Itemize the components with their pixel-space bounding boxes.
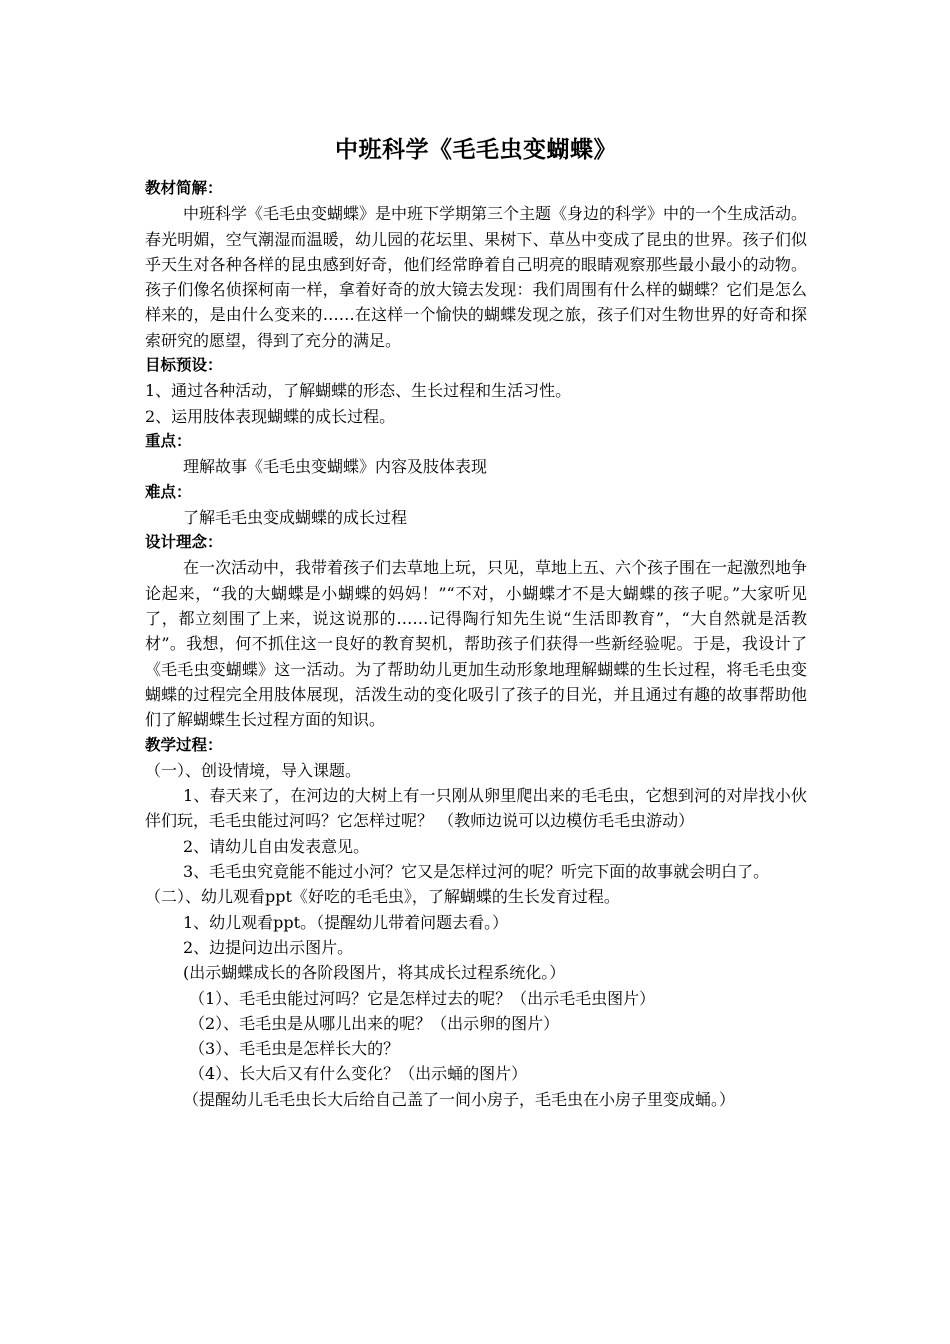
document-title: 中班科学《毛毛虫变蝴蝶》 (335, 137, 617, 163)
section-heading-key-point: 重点： (145, 431, 192, 450)
key-point-text: 理解故事《毛毛虫变蝴蝶》内容及肢体表现 (183, 457, 488, 477)
paragraph-design-concept: 在一次活动中，我带着孩子们去草地上玩，只见，草地上五、六个孩子围在一起激烈地争论起来，“我的大蝴蝶是小蝴蝶的妈妈！”“不对，小蝴蝶才不是大蝴蝶的孩子呢。”大家听见了，都立刻围了上来，说这说那的……记得陶行知先生说“生活即教育”，“大自然就是活教材”。我想，何不抓住这一良好的教育契机，帮助孩子们获得一些新经验呢。于是，我设计了《毛毛虫变蝴蝶》这一活动。为了帮助幼儿更加生动形象地理解蝴蝶的生长过程，将毛毛虫变蝴蝶的过程完全用肢体展现，活泼生动的变化吸引了孩子的目光，并且通过有趣的故事帮助他们了解蝴蝶生长过程方面的知识。 (145, 558, 808, 730)
section-heading-materials: 教材简解： (145, 179, 223, 197)
section-heading-goals: 目标预设： (145, 356, 223, 375)
step-2-question-4: （4）、长大后又有什么变化？（出示蛹的图片） (189, 1064, 528, 1084)
goal-item-1: 1、通过各种活动，了解蝴蝶的形态、生长过程和生活习性。 (145, 381, 572, 401)
step-1-item-2: 2、请幼儿自由发表意见。 (183, 836, 370, 856)
difficulty-text: 了解毛毛虫变成蝴蝶的成长过程 (183, 507, 408, 527)
document-body (145, 176, 807, 1112)
step-2-reminder: （提醒幼儿毛毛虫长大后给自己盖了一间小房子，毛毛虫在小房子里变成蛹。） (183, 1089, 736, 1109)
step-2-note: (出示蝴蝶成长的各阶段图片，将其成长过程系统化。） (183, 963, 566, 983)
step-1-item-1: 1、春天来了，在河边的大树上有一只刚从卵里爬出来的毛毛虫，它想到河的对岸找小伙伴们玩，毛毛虫能过河吗？它怎样过呢？ （教师边说可以边模仿毛毛虫游动） (145, 786, 807, 831)
section-heading-difficulty: 难点： (145, 482, 192, 501)
step-1-item-3: 3、毛毛虫究竟能不能过小河？它又是怎样过河的呢？听完下面的故事就会明白了。 (183, 862, 770, 882)
paragraph-materials: 中班科学《毛毛虫变蝴蝶》是中班下学期第三个主题《身边的科学》中的一个生成活动。春光明媚，空气潮湿而温暖，幼儿园的花坛里、果树下、草丛中变成了昆虫的世界。孩子们似乎天生对各种各样的昆虫感到好奇，他们经常睁着自己明亮的眼睛观察那些最小最小的动物。孩子们像名侦探柯南一样，拿着好奇的放大镜去发现：我们周围有什么样的蝴蝶？它们是怎么样来的，是由什么变来的……在这样一个愉快的蝴蝶发现之旅，孩子们对生物世界的好奇和探索研究的愿望，得到了充分的满足。 (145, 204, 808, 350)
section-heading-design-concept: 设计理念： (145, 533, 223, 552)
step-2-item-1: 1、幼儿观看ppt。（提醒幼儿带着问题去看。） (183, 912, 509, 932)
step-heading-1: （一）、创设情境，导入课题。 (145, 760, 362, 780)
goal-item-2: 2、运用肢体表现蝴蝶的成长过程。 (145, 406, 396, 426)
step-2-question-3: （3）、毛毛虫是怎样长大的？ (189, 1039, 400, 1059)
step-2-question-2: （2）、毛毛虫是从哪儿出来的呢？（出示卵的图片） (189, 1013, 560, 1033)
step-2-question-1: （1）、毛毛虫能过河吗？它是怎样过去的呢？（出示毛毛虫图片） (189, 988, 656, 1008)
step-heading-2: （二）、幼儿观看ppt《好吃的毛毛虫》，了解蝴蝶的生长发育过程。 (145, 887, 620, 907)
section-heading-teaching-process: 教学过程： (145, 735, 223, 754)
step-2-item-2: 2、边提问边出示图片。 (183, 937, 354, 957)
